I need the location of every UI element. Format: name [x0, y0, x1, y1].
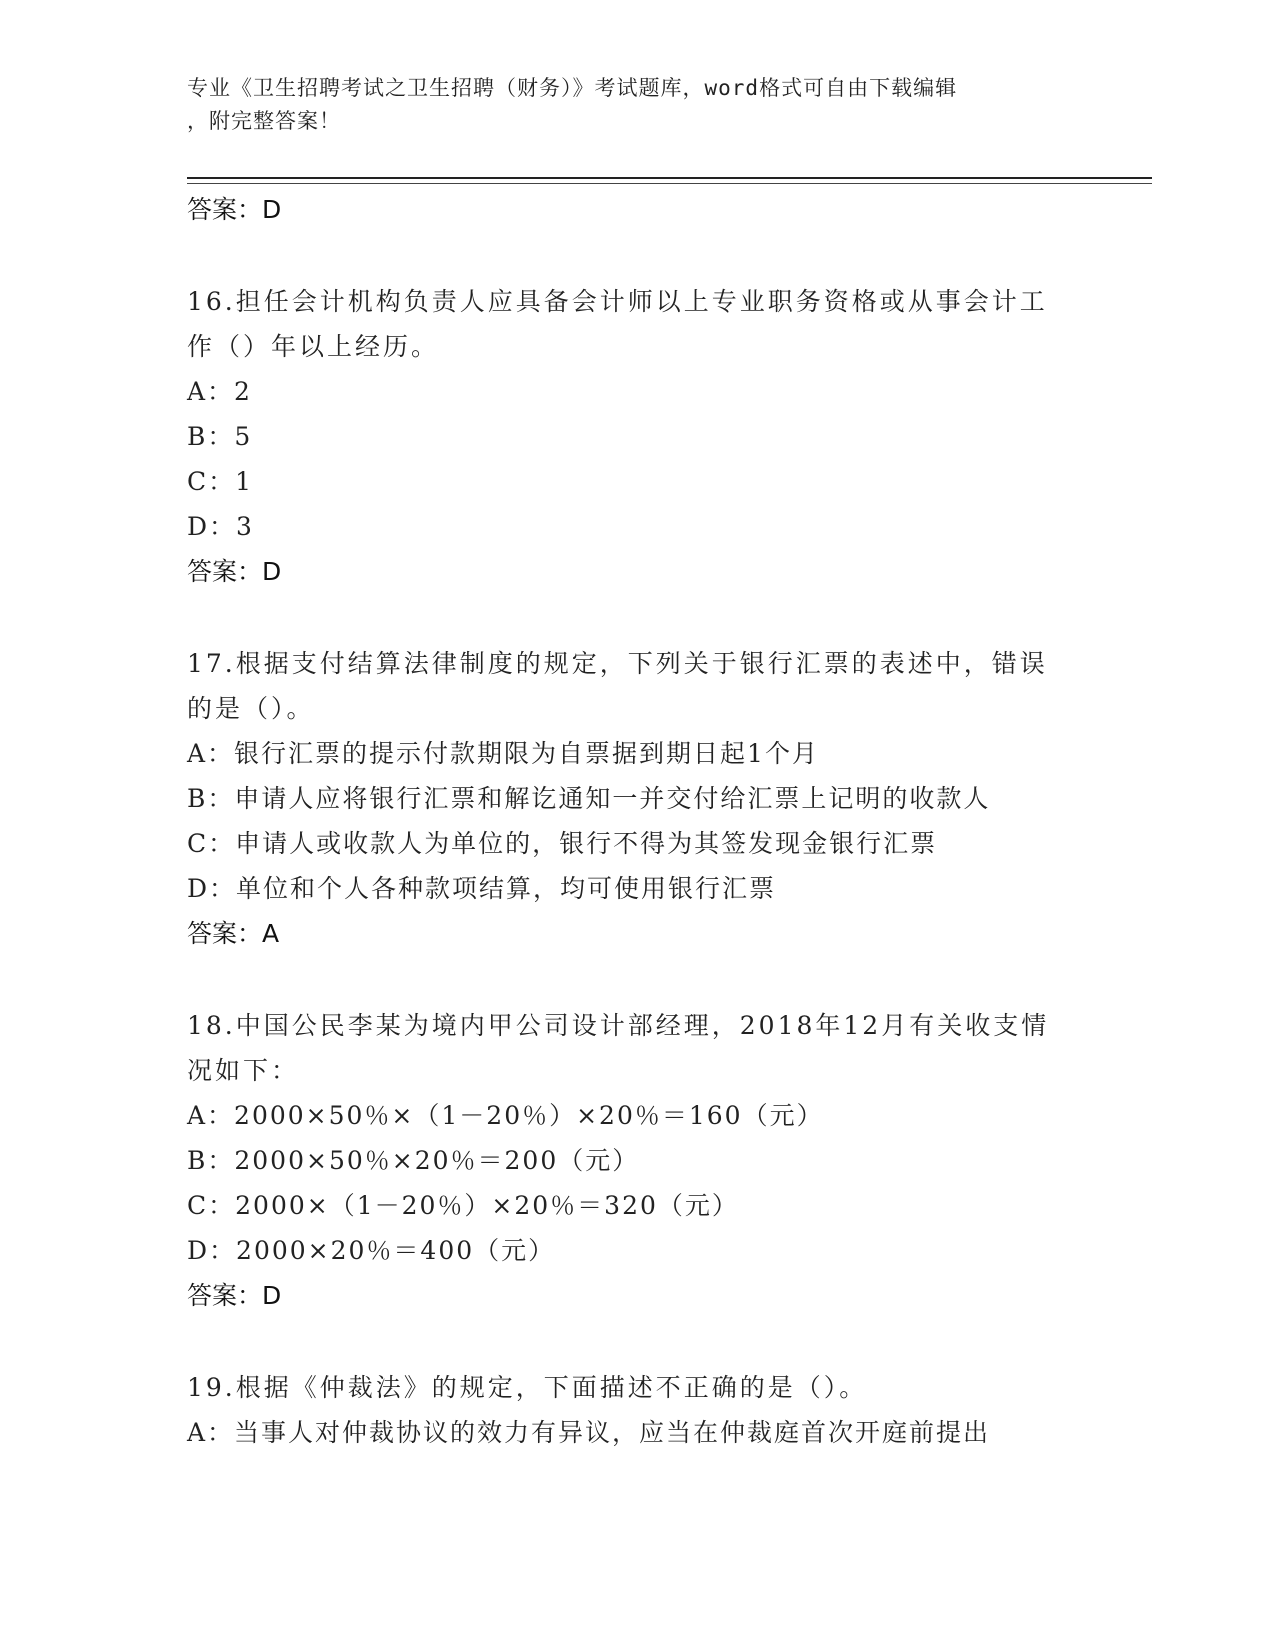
header-divider-thin: [187, 183, 1152, 184]
answer-line: [187, 549, 1087, 595]
page-header: [187, 72, 1067, 138]
option-a: A：2: [187, 377, 252, 406]
answer-line: [187, 187, 1087, 233]
question-18: [187, 1003, 1087, 1319]
answer-label: 答案：: [187, 557, 263, 586]
question-stem-line: 18.中国公民李某为境内甲公司设计部经理，2018年12月有关收支情: [187, 1011, 1050, 1040]
question-stem: [187, 641, 1087, 731]
question-stem-line: 17.根据支付结算法律制度的规定，下列关于银行汇票的表述中，错误: [187, 649, 1048, 678]
question-17: [187, 641, 1087, 957]
question-stem-line: 作（）年以上经历。: [187, 332, 440, 361]
option-a: A：银行汇票的提示付款期限为自票据到期日起1个月: [187, 739, 819, 768]
question-stem: [187, 1003, 1087, 1093]
answer-label: 答案：: [187, 1281, 263, 1310]
answer-line: [187, 1273, 1087, 1319]
option-a: A：2000×50％×（1－20％）×20％＝160（元）: [187, 1101, 824, 1130]
option-b: B：申请人应将银行汇票和解讫通知一并交付给汇票上记明的收款人: [187, 784, 991, 813]
option-a: A：当事人对仲裁协议的效力有异议，应当在仲裁庭首次开庭前提出: [187, 1418, 991, 1447]
question-19: [187, 1365, 1087, 1455]
question-stem-line: 16.担任会计机构负责人应具备会计师以上专业职务资格或从事会计工: [187, 287, 1048, 316]
question-stem: [187, 279, 1087, 369]
question-list: [187, 187, 1087, 1455]
question-stem-line: 19.根据《仲裁法》的规定，下面描述不正确的是（）。: [187, 1373, 868, 1402]
answer-label: 答案：: [187, 195, 263, 224]
option-b: B：5: [187, 422, 253, 451]
answer-line: [187, 911, 1087, 957]
question-stem-line: 的是（）。: [187, 694, 315, 723]
option-c: C：2000×（1－20％）×20％＝320（元）: [187, 1191, 739, 1220]
option-c: C：申请人或收款人为单位的，银行不得为其签发现金银行汇票: [187, 829, 938, 858]
answer-label: 答案：: [187, 919, 263, 948]
option-c: C：1: [187, 467, 254, 496]
option-d: D：3: [187, 512, 254, 541]
header-line-2: ，附完整答案！: [187, 109, 341, 133]
option-d: D：2000×20％＝400（元）: [187, 1236, 556, 1265]
header-line-1: 专业《卫生招聘考试之卫生招聘（财务）》考试题库，word格式可自由下载编辑: [187, 76, 958, 100]
answer-value: A: [262, 919, 280, 948]
option-d: D：单位和个人各种款项结算，均可使用银行汇票: [187, 874, 777, 903]
question-16: [187, 279, 1087, 595]
answer-value: D: [262, 1281, 282, 1310]
question-stem: [187, 1365, 1087, 1410]
question-stem-line: 况如下：: [187, 1056, 300, 1085]
header-divider: [187, 177, 1152, 179]
option-b: B：2000×50％×20％＝200（元）: [187, 1146, 640, 1175]
answer-value: D: [262, 557, 282, 586]
answer-value: D: [262, 195, 282, 224]
